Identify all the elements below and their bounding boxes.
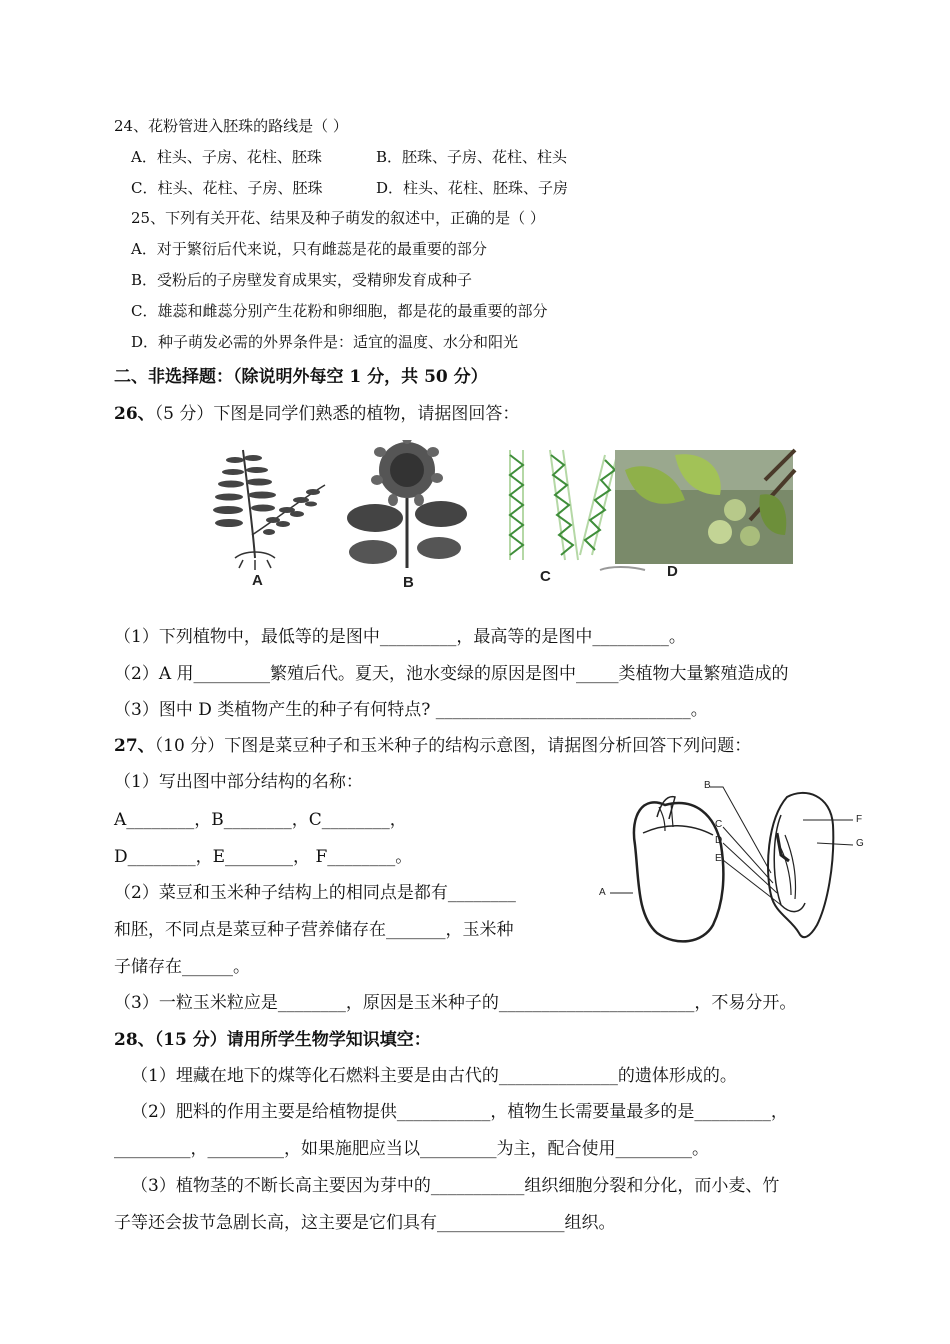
q24-option-d: D．柱头、花柱、胚珠、子房 (376, 179, 569, 197)
seed-label-c: C (715, 819, 723, 830)
seed-label-e: E (715, 853, 722, 864)
fern-drawing (213, 450, 325, 570)
q28-part-2-line-2: _________，_________，如果施肥应当以_________为主，配合使用_________。 (114, 1139, 709, 1159)
seed-label-f: F (856, 814, 863, 825)
q27-stem: 27、（10 分）下图是菜豆种子和玉米种子的结构示意图，请据图分析回答下列问题： (114, 736, 752, 756)
q25-option-a: A．对于繁衍后代来说，只有雌蕊是花的最重要的部分 (131, 240, 487, 258)
q27-blanks-abc: A________，B________，C________， (114, 810, 407, 830)
fig-label-d: D (667, 563, 678, 580)
seed-label-a: A (599, 887, 606, 898)
q27-part-2-line-2: 和胚，不同点是菜豆种子营养储存在_______，玉米种 (114, 920, 514, 940)
q27-part-3: （3）一粒玉米粒应是________，原因是玉米种子的_______________________，不易分开。 (114, 993, 797, 1013)
q26-part-3: （3）图中 D 类植物产生的种子有何特点? ______________________________。 (114, 700, 708, 720)
seed-structure-figure (595, 775, 870, 950)
q26-plant-figure (205, 440, 800, 590)
q24-option-c: C．柱头、花柱、子房、胚珠 (131, 179, 323, 197)
seed-label-b: B (704, 780, 711, 791)
q28-part-3-line-2: 子等还会拔节急剧长高，这主要是它们具有_______________组织。 (114, 1213, 616, 1233)
q26-part-1: （1）下列植物中，最低等的是图中_________，最高等的是图中_________。 (114, 627, 686, 647)
seed-label-d: D (715, 835, 723, 846)
seed-label-g: G (856, 838, 864, 849)
q28-part-2-line-1: （2）肥料的作用主要是给植物提供___________，植物生长需要量最多的是_________， (131, 1102, 788, 1122)
q25-option-b: B．受粉后的子房壁发育成果实，受精卵发育成种子 (131, 271, 473, 289)
q28-part-3-line-1: （3）植物茎的不断长高主要因为芽中的___________组织细胞分裂和分化，而小麦、竹 (131, 1176, 780, 1196)
q26-part-2: （2）A 用_________繁殖后代。夏天，池水变绿的原因是图中_____类植物大量繁殖造成的 (114, 664, 789, 684)
q27-part-1: （1）写出图中部分结构的名称： (114, 772, 363, 792)
q27-part-2-line-3: 子储存在______。 (114, 957, 250, 977)
fig-label-c: C (540, 568, 551, 585)
q27-blanks-def: D________，E________， F________。 (114, 847, 413, 867)
q24-option-a: A．柱头、子房、花柱、胚珠 (131, 148, 322, 166)
corn-seed-drawing (768, 793, 833, 937)
q25-option-d: D．种子萌发必需的外界条件是：适宜的温度、水分和阳光 (131, 333, 519, 351)
q28-part-1: （1）埋藏在地下的煤等化石燃料主要是由古代的______________的遗体形成的。 (131, 1066, 737, 1086)
ginkgo-photo (615, 450, 795, 564)
q26-stem: 26、（5 分）下图是同学们熟悉的植物，请据图回答： (114, 404, 520, 424)
q24-option-b: B．胚珠、子房、花柱、柱头 (376, 148, 568, 166)
bean-seed-drawing (634, 797, 723, 942)
section-2-heading: 二、非选择题：（除说明外每空 1 分，共 50 分） (114, 367, 488, 387)
q24-stem: 24、花粉管进入胚珠的路线是（ ） (114, 117, 348, 135)
fig-label-b: B (403, 574, 414, 591)
q28-stem: 28、（15 分）请用所学生物学知识填空： (114, 1030, 431, 1050)
fig-label-a: A (252, 572, 263, 589)
q25-option-c: C．雄蕊和雌蕊分别产生花粉和卵细胞，都是花的最重要的部分 (131, 302, 548, 320)
q27-part-2-line-1: （2）菜豆和玉米种子结构上的相同点是都有________ (114, 883, 516, 903)
q25-stem: 25、下列有关开花、结果及种子萌发的叙述中，正确的是（ ） (131, 209, 545, 227)
sunflower-drawing (347, 440, 467, 568)
